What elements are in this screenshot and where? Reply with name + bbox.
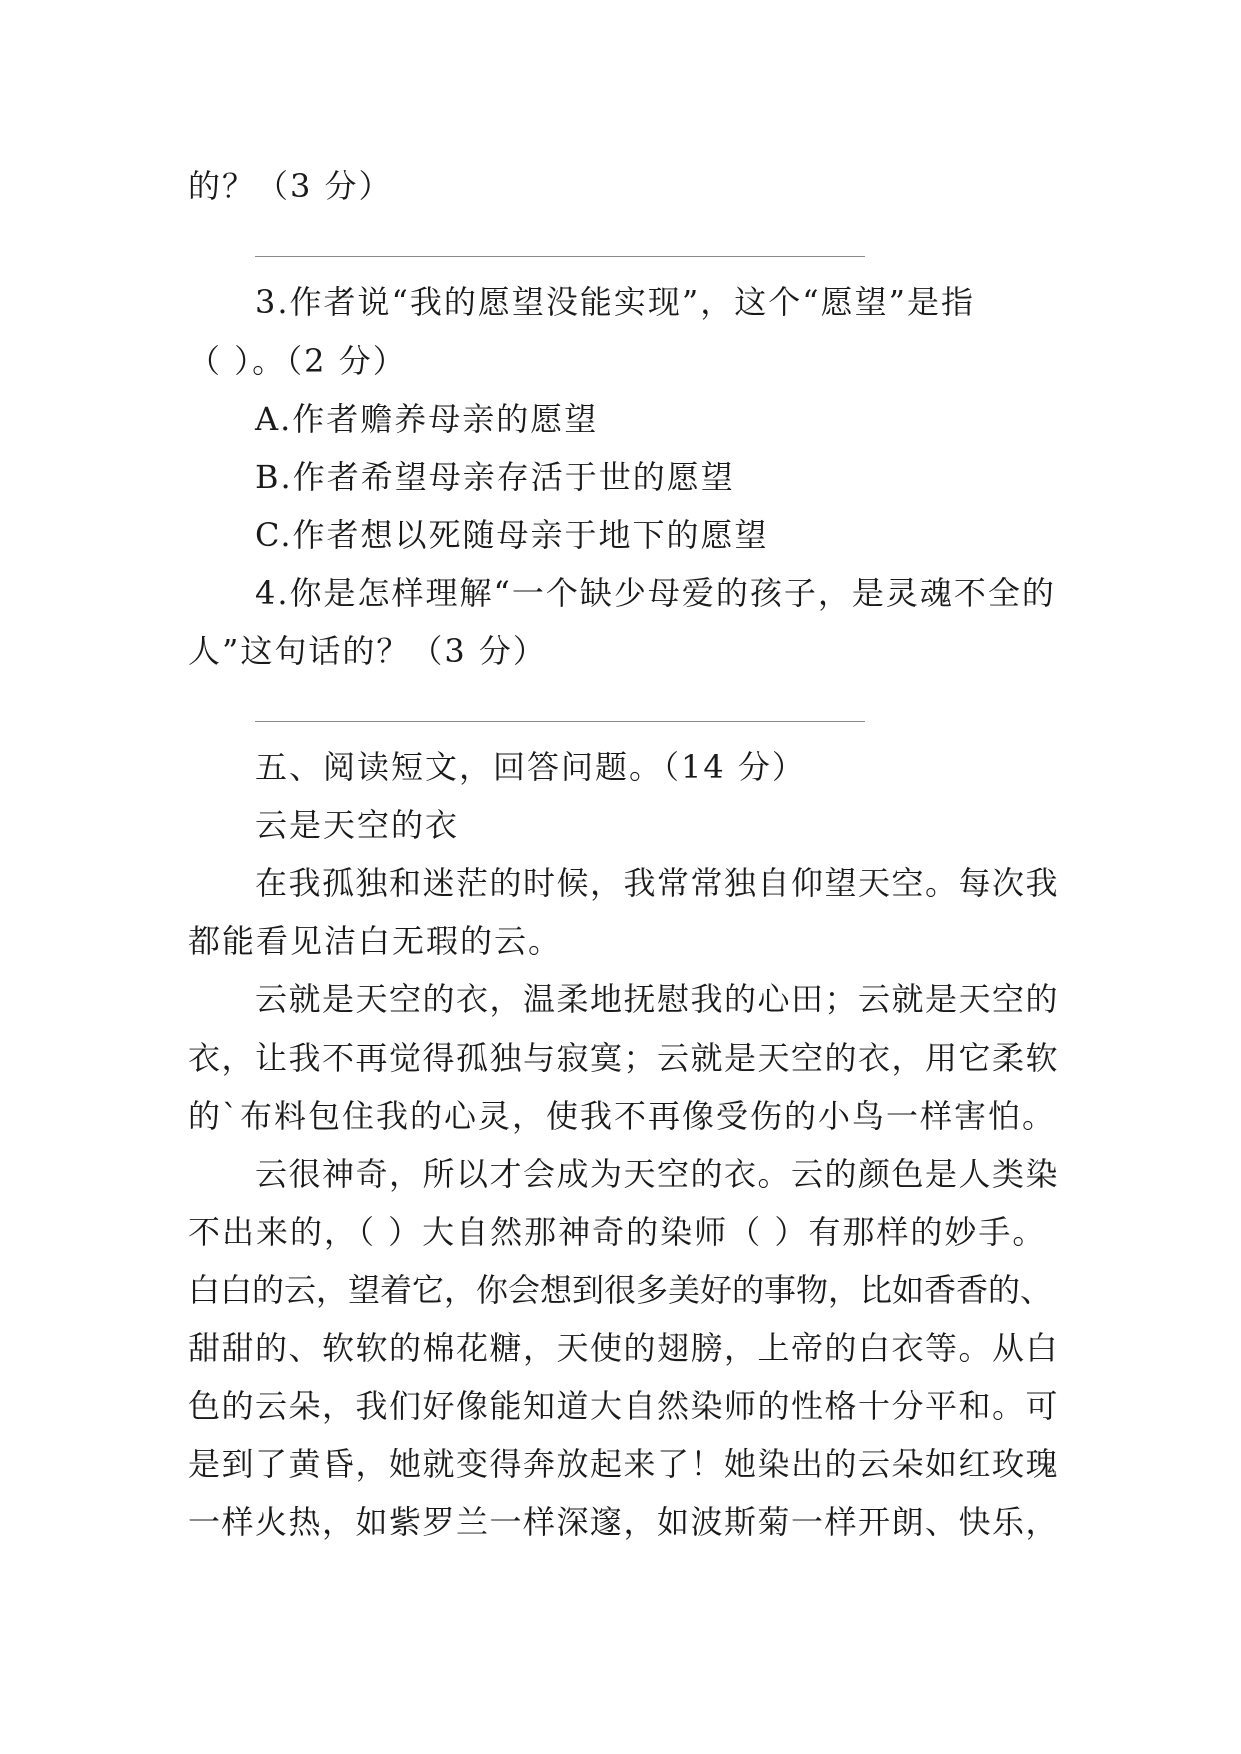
section-heading: 五、阅读短文，回答问题。（14 分） [255, 748, 806, 786]
text-line: （ ）。（2 分） [188, 342, 407, 380]
answer-line [255, 721, 865, 722]
paragraph-line: 云就是天空的衣，温柔地抚慰我的心田；云就是天空的 [255, 980, 1060, 1018]
paragraph-line: 色的云朵，我们好像能知道大自然染师的性格十分平和。可 [188, 1387, 1060, 1425]
question-3: 3.作者说“我的愿望没能实现”，这个“愿望”是指 [255, 283, 975, 321]
passage-title: 云是天空的衣 [255, 806, 460, 844]
paragraph-line: 不出来的，（ ）大自然那神奇的染师（ ）有那样的妙手。 [188, 1213, 1047, 1251]
question-4: 4.你是怎样理解“一个缺少母爱的孩子，是灵魂不全的 [255, 574, 1056, 612]
paragraph-line: 在我孤独和迷茫的时候，我常常独自仰望天空。每次我 [255, 864, 1060, 902]
answer-line [255, 256, 865, 257]
option-c: C.作者想以死随母亲于地下的愿望 [255, 516, 769, 554]
paragraph-line: 都能看见洁白无瑕的云。 [188, 922, 563, 960]
paragraph-line: 衣，让我不再觉得孤独与寂寞；云就是天空的衣，用它柔软 [188, 1039, 1060, 1077]
paragraph-line: 是到了黄昏，她就变得奔放起来了！她染出的云朵如红玫瑰 [188, 1445, 1060, 1483]
paragraph-line: 云很神奇，所以才会成为天空的衣。云的颜色是人类染 [255, 1155, 1060, 1193]
paragraph-line: 一样火热，如紫罗兰一样深邃，如波斯菊一样开朗、快乐， [188, 1503, 1060, 1541]
paragraph-line: 甜甜的、软软的棉花糖，天使的翅膀，上帝的白衣等。从白 [188, 1329, 1060, 1367]
paragraph-line: 的`布料包住我的心灵，使我不再像受伤的小鸟一样害怕。 [188, 1097, 1057, 1135]
paragraph-line: 白白的云，望着它，你会想到很多美好的事物，比如香香的、 [188, 1271, 1053, 1309]
option-a: A.作者赡养母亲的愿望 [255, 400, 599, 438]
text-line: 人”这句话的？（3 分） [188, 632, 547, 670]
option-b: B.作者希望母亲存活于世的愿望 [255, 458, 735, 496]
text-line: 的？（3 分） [188, 167, 393, 205]
